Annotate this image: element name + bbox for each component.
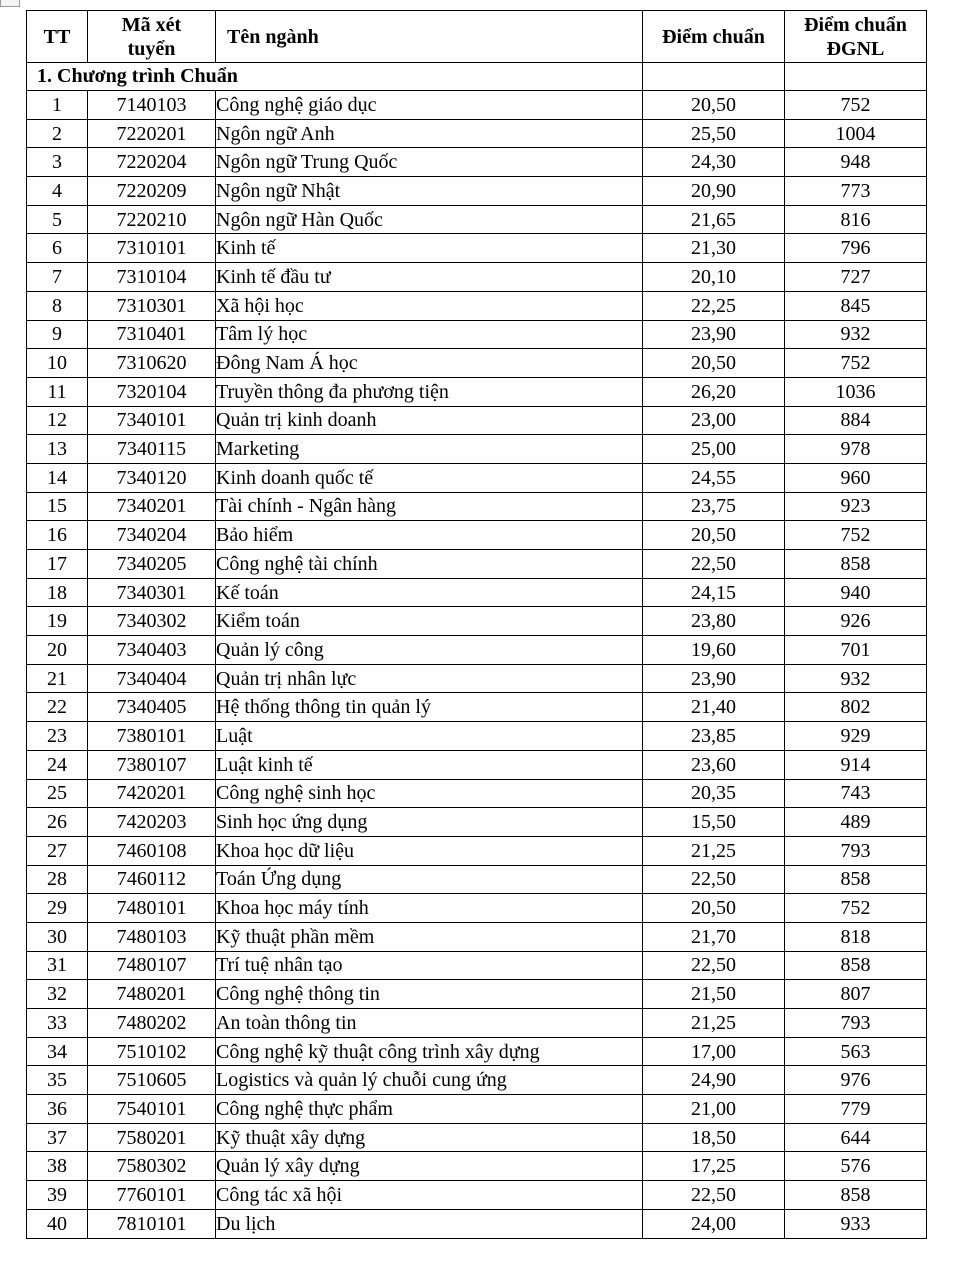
cell-ten-nganh: Ngôn ngữ Anh [216, 119, 643, 148]
table-row [27, 722, 927, 751]
cell-diem-chuan: 22,25 [643, 291, 785, 320]
cell-ma-xet-tuyen: 7420203 [88, 808, 216, 837]
cell-ma-xet-tuyen: 7340301 [88, 578, 216, 607]
cell-ten-nganh: Ngôn ngữ Hàn Quốc [216, 205, 643, 234]
cell-tt: 33 [27, 1009, 88, 1038]
section-empty-cell [643, 63, 785, 91]
cell-diem-dgnl: 793 [785, 836, 927, 865]
cell-diem-chuan: 22,50 [643, 951, 785, 980]
cell-ten-nganh: Trí tuệ nhân tạo [216, 951, 643, 980]
table-row [27, 808, 927, 837]
header-diem-chuan: Điểm chuẩn [643, 11, 785, 63]
cell-ma-xet-tuyen: 7340204 [88, 521, 216, 550]
cell-tt: 27 [27, 836, 88, 865]
table-row [27, 463, 927, 492]
table-row [27, 377, 927, 406]
cell-ma-xet-tuyen: 7220204 [88, 148, 216, 177]
table-row [27, 578, 927, 607]
cell-tt: 22 [27, 693, 88, 722]
table-row [27, 1123, 927, 1152]
cell-diem-chuan: 24,90 [643, 1066, 785, 1095]
cell-tt: 35 [27, 1066, 88, 1095]
cell-diem-dgnl: 752 [785, 894, 927, 923]
cell-tt: 31 [27, 951, 88, 980]
cell-diem-dgnl: 743 [785, 779, 927, 808]
cell-ma-xet-tuyen: 7340403 [88, 636, 216, 665]
cell-diem-dgnl: 752 [785, 349, 927, 378]
cell-ma-xet-tuyen: 7580201 [88, 1123, 216, 1152]
cell-tt: 11 [27, 377, 88, 406]
cell-ma-xet-tuyen: 7510102 [88, 1037, 216, 1066]
cell-tt: 25 [27, 779, 88, 808]
cell-ma-xet-tuyen: 7340404 [88, 664, 216, 693]
cell-diem-chuan: 21,50 [643, 980, 785, 1009]
cell-diem-dgnl: 976 [785, 1066, 927, 1095]
cell-tt: 18 [27, 578, 88, 607]
cell-tt: 40 [27, 1209, 88, 1238]
cell-tt: 28 [27, 865, 88, 894]
cell-diem-chuan: 21,70 [643, 922, 785, 951]
cell-tt: 34 [27, 1037, 88, 1066]
cell-ma-xet-tuyen: 7140103 [88, 91, 216, 120]
cell-ma-xet-tuyen: 7220209 [88, 177, 216, 206]
cell-diem-dgnl: 858 [785, 550, 927, 579]
cell-diem-chuan: 23,80 [643, 607, 785, 636]
cell-diem-dgnl: 929 [785, 722, 927, 751]
cell-ten-nganh: Quản trị kinh doanh [216, 406, 643, 435]
cell-diem-dgnl: 793 [785, 1009, 927, 1038]
cell-diem-chuan: 24,00 [643, 1209, 785, 1238]
cell-diem-chuan: 20,10 [643, 263, 785, 292]
cell-ten-nganh: Đông Nam Á học [216, 349, 643, 378]
cell-ma-xet-tuyen: 7480103 [88, 922, 216, 951]
header-tt: TT [27, 11, 88, 63]
cell-diem-chuan: 15,50 [643, 808, 785, 837]
cell-ten-nganh: Kế toán [216, 578, 643, 607]
cell-ten-nganh: Khoa học dữ liệu [216, 836, 643, 865]
table-row [27, 922, 927, 951]
cell-ten-nganh: Sinh học ứng dụng [216, 808, 643, 837]
cell-tt: 3 [27, 148, 88, 177]
table-row [27, 636, 927, 665]
cell-diem-dgnl: 932 [785, 664, 927, 693]
cell-tt: 8 [27, 291, 88, 320]
cell-ten-nganh: Khoa học máy tính [216, 894, 643, 923]
cell-diem-chuan: 18,50 [643, 1123, 785, 1152]
cell-diem-dgnl: 932 [785, 320, 927, 349]
cell-ma-xet-tuyen: 7760101 [88, 1181, 216, 1210]
cell-ten-nganh: Logistics và quản lý chuỗi cung ứng [216, 1066, 643, 1095]
table-row [27, 1066, 927, 1095]
cell-ten-nganh: Kinh tế [216, 234, 643, 263]
cell-diem-dgnl: 727 [785, 263, 927, 292]
cell-diem-chuan: 25,00 [643, 435, 785, 464]
cell-ten-nganh: Quản trị nhân lực [216, 664, 643, 693]
cell-diem-dgnl: 940 [785, 578, 927, 607]
cell-diem-dgnl: 948 [785, 148, 927, 177]
cell-ma-xet-tuyen: 7340405 [88, 693, 216, 722]
cell-ma-xet-tuyen: 7340205 [88, 550, 216, 579]
cell-ten-nganh: Luật [216, 722, 643, 751]
table-row [27, 836, 927, 865]
cell-tt: 38 [27, 1152, 88, 1181]
cell-diem-chuan: 17,25 [643, 1152, 785, 1181]
header-ten-nganh: Tên ngành [216, 11, 643, 63]
cell-ma-xet-tuyen: 7220201 [88, 119, 216, 148]
cell-tt: 32 [27, 980, 88, 1009]
cell-diem-chuan: 19,60 [643, 636, 785, 665]
cell-ten-nganh: Công nghệ thực phẩm [216, 1095, 643, 1124]
table-row [27, 865, 927, 894]
cell-ma-xet-tuyen: 7320104 [88, 377, 216, 406]
cell-diem-dgnl: 773 [785, 177, 927, 206]
cell-diem-chuan: 20,50 [643, 521, 785, 550]
cell-diem-chuan: 21,40 [643, 693, 785, 722]
cell-ten-nganh: Luật kinh tế [216, 750, 643, 779]
cell-diem-chuan: 23,90 [643, 664, 785, 693]
cell-ma-xet-tuyen: 7460108 [88, 836, 216, 865]
cell-tt: 21 [27, 664, 88, 693]
cell-ma-xet-tuyen: 7380101 [88, 722, 216, 751]
cell-tt: 19 [27, 607, 88, 636]
cell-tt: 20 [27, 636, 88, 665]
cell-ten-nganh: Kiểm toán [216, 607, 643, 636]
admission-score-table [26, 10, 927, 1239]
cell-ten-nganh: Quản lý xây dựng [216, 1152, 643, 1181]
cell-tt: 30 [27, 922, 88, 951]
cell-ma-xet-tuyen: 7480101 [88, 894, 216, 923]
table-row [27, 177, 927, 206]
table-row [27, 119, 927, 148]
cell-diem-chuan: 21,00 [643, 1095, 785, 1124]
cell-ma-xet-tuyen: 7340302 [88, 607, 216, 636]
cell-tt: 29 [27, 894, 88, 923]
cell-ma-xet-tuyen: 7480201 [88, 980, 216, 1009]
corner-resize-handle [0, 0, 20, 7]
cell-ten-nganh: Ngôn ngữ Nhật [216, 177, 643, 206]
cell-diem-dgnl: 960 [785, 463, 927, 492]
cell-tt: 36 [27, 1095, 88, 1124]
cell-diem-chuan: 21,25 [643, 1009, 785, 1038]
cell-tt: 13 [27, 435, 88, 464]
cell-tt: 2 [27, 119, 88, 148]
cell-tt: 1 [27, 91, 88, 120]
cell-diem-chuan: 23,90 [643, 320, 785, 349]
cell-diem-chuan: 22,50 [643, 1181, 785, 1210]
cell-tt: 23 [27, 722, 88, 751]
section-title: 1. Chương trình Chuẩn [27, 63, 643, 91]
cell-ten-nganh: Marketing [216, 435, 643, 464]
cell-diem-dgnl: 845 [785, 291, 927, 320]
cell-ma-xet-tuyen: 7310101 [88, 234, 216, 263]
cell-ma-xet-tuyen: 7510605 [88, 1066, 216, 1095]
cell-ten-nganh: Xã hội học [216, 291, 643, 320]
cell-diem-chuan: 20,50 [643, 894, 785, 923]
header-row [27, 11, 927, 63]
cell-ma-xet-tuyen: 7420201 [88, 779, 216, 808]
table-row [27, 406, 927, 435]
cell-diem-chuan: 20,50 [643, 91, 785, 120]
table-row [27, 492, 927, 521]
table-row [27, 148, 927, 177]
section-row [27, 63, 927, 91]
cell-diem-dgnl: 1004 [785, 119, 927, 148]
cell-diem-chuan: 21,30 [643, 234, 785, 263]
cell-tt: 14 [27, 463, 88, 492]
cell-ten-nganh: Du lịch [216, 1209, 643, 1238]
table-row [27, 205, 927, 234]
section-empty-cell [785, 63, 927, 91]
cell-diem-dgnl: 858 [785, 1181, 927, 1210]
header-ma-line1: Mã xét [121, 13, 182, 36]
cell-ma-xet-tuyen: 7340120 [88, 463, 216, 492]
cell-tt: 37 [27, 1123, 88, 1152]
cell-diem-dgnl: 858 [785, 865, 927, 894]
cell-diem-chuan: 23,85 [643, 722, 785, 751]
table-row [27, 664, 927, 693]
cell-ten-nganh: Kỹ thuật phần mềm [216, 922, 643, 951]
cell-ten-nganh: Công nghệ tài chính [216, 550, 643, 579]
cell-diem-dgnl: 752 [785, 91, 927, 120]
header-dgnl-line1: Điểm chuẩn [804, 13, 907, 36]
cell-tt: 24 [27, 750, 88, 779]
cell-ten-nganh: Ngôn ngữ Trung Quốc [216, 148, 643, 177]
table-row [27, 750, 927, 779]
cell-diem-chuan: 24,55 [643, 463, 785, 492]
cell-ma-xet-tuyen: 7340201 [88, 492, 216, 521]
cell-diem-dgnl: 914 [785, 750, 927, 779]
cell-diem-chuan: 20,90 [643, 177, 785, 206]
cell-ma-xet-tuyen: 7220210 [88, 205, 216, 234]
cell-diem-chuan: 24,30 [643, 148, 785, 177]
table-row [27, 1181, 927, 1210]
table-row [27, 435, 927, 464]
table-row [27, 951, 927, 980]
cell-diem-dgnl: 884 [785, 406, 927, 435]
cell-diem-dgnl: 644 [785, 1123, 927, 1152]
cell-ma-xet-tuyen: 7580302 [88, 1152, 216, 1181]
cell-ma-xet-tuyen: 7340115 [88, 435, 216, 464]
cell-ten-nganh: Công nghệ kỹ thuật công trình xây dựng [216, 1037, 643, 1066]
cell-diem-dgnl: 563 [785, 1037, 927, 1066]
table-row [27, 1009, 927, 1038]
cell-ma-xet-tuyen: 7480202 [88, 1009, 216, 1038]
table-row [27, 693, 927, 722]
cell-diem-dgnl: 923 [785, 492, 927, 521]
cell-tt: 5 [27, 205, 88, 234]
cell-ten-nganh: Hệ thống thông tin quản lý [216, 693, 643, 722]
table-row [27, 291, 927, 320]
cell-ma-xet-tuyen: 7380107 [88, 750, 216, 779]
cell-ten-nganh: Bảo hiểm [216, 521, 643, 550]
cell-ten-nganh: Tâm lý học [216, 320, 643, 349]
cell-ten-nganh: Tài chính - Ngân hàng [216, 492, 643, 521]
cell-diem-chuan: 20,35 [643, 779, 785, 808]
cell-diem-dgnl: 752 [785, 521, 927, 550]
header-ma-xet-tuyen [88, 11, 216, 63]
cell-ma-xet-tuyen: 7310401 [88, 320, 216, 349]
header-diem-dgnl [785, 11, 927, 63]
cell-diem-dgnl: 978 [785, 435, 927, 464]
table-row [27, 349, 927, 378]
table-row [27, 980, 927, 1009]
cell-ma-xet-tuyen: 7310104 [88, 263, 216, 292]
cell-ten-nganh: Công nghệ thông tin [216, 980, 643, 1009]
cell-tt: 16 [27, 521, 88, 550]
cell-diem-chuan: 21,65 [643, 205, 785, 234]
cell-ma-xet-tuyen: 7540101 [88, 1095, 216, 1124]
table-row [27, 1152, 927, 1181]
cell-ma-xet-tuyen: 7310301 [88, 291, 216, 320]
cell-tt: 7 [27, 263, 88, 292]
table-row [27, 1037, 927, 1066]
cell-diem-dgnl: 933 [785, 1209, 927, 1238]
cell-diem-dgnl: 779 [785, 1095, 927, 1124]
cell-diem-dgnl: 818 [785, 922, 927, 951]
cell-diem-dgnl: 802 [785, 693, 927, 722]
cell-ten-nganh: Quản lý công [216, 636, 643, 665]
table-row [27, 1209, 927, 1238]
cell-ma-xet-tuyen: 7460112 [88, 865, 216, 894]
cell-diem-chuan: 24,15 [643, 578, 785, 607]
cell-diem-chuan: 21,25 [643, 836, 785, 865]
cell-ten-nganh: Kinh doanh quốc tế [216, 463, 643, 492]
cell-ma-xet-tuyen: 7310620 [88, 349, 216, 378]
cell-ma-xet-tuyen: 7810101 [88, 1209, 216, 1238]
table-row [27, 607, 927, 636]
cell-diem-chuan: 22,50 [643, 865, 785, 894]
table-row [27, 320, 927, 349]
cell-diem-chuan: 23,75 [643, 492, 785, 521]
table-row [27, 1095, 927, 1124]
cell-ten-nganh: Kinh tế đầu tư [216, 263, 643, 292]
cell-ten-nganh: An toàn thông tin [216, 1009, 643, 1038]
cell-diem-dgnl: 926 [785, 607, 927, 636]
cell-ten-nganh: Kỹ thuật xây dựng [216, 1123, 643, 1152]
cell-tt: 17 [27, 550, 88, 579]
cell-diem-chuan: 25,50 [643, 119, 785, 148]
cell-tt: 4 [27, 177, 88, 206]
table-row [27, 234, 927, 263]
cell-tt: 12 [27, 406, 88, 435]
cell-tt: 39 [27, 1181, 88, 1210]
cell-diem-chuan: 22,50 [643, 550, 785, 579]
cell-ten-nganh: Công tác xã hội [216, 1181, 643, 1210]
table-row [27, 521, 927, 550]
cell-tt: 6 [27, 234, 88, 263]
cell-diem-chuan: 23,60 [643, 750, 785, 779]
cell-diem-dgnl: 489 [785, 808, 927, 837]
cell-ten-nganh: Công nghệ giáo dục [216, 91, 643, 120]
cell-tt: 15 [27, 492, 88, 521]
table-row [27, 550, 927, 579]
table-row [27, 779, 927, 808]
cell-diem-dgnl: 858 [785, 951, 927, 980]
cell-diem-dgnl: 576 [785, 1152, 927, 1181]
cell-diem-chuan: 17,00 [643, 1037, 785, 1066]
cell-tt: 10 [27, 349, 88, 378]
cell-diem-dgnl: 807 [785, 980, 927, 1009]
cell-ten-nganh: Truyền thông đa phương tiện [216, 377, 643, 406]
cell-diem-chuan: 23,00 [643, 406, 785, 435]
table-row [27, 91, 927, 120]
cell-diem-dgnl: 796 [785, 234, 927, 263]
cell-tt: 26 [27, 808, 88, 837]
cell-ma-xet-tuyen: 7340101 [88, 406, 216, 435]
cell-tt: 9 [27, 320, 88, 349]
header-ma-line2: tuyển [127, 37, 176, 60]
cell-diem-dgnl: 816 [785, 205, 927, 234]
cell-ten-nganh: Toán Ứng dụng [216, 865, 643, 894]
header-dgnl-line2: ĐGNL [826, 37, 885, 60]
cell-diem-dgnl: 701 [785, 636, 927, 665]
cell-diem-chuan: 26,20 [643, 377, 785, 406]
cell-ma-xet-tuyen: 7480107 [88, 951, 216, 980]
cell-ten-nganh: Công nghệ sinh học [216, 779, 643, 808]
table-row [27, 894, 927, 923]
cell-diem-chuan: 20,50 [643, 349, 785, 378]
table-row [27, 263, 927, 292]
cell-diem-dgnl: 1036 [785, 377, 927, 406]
